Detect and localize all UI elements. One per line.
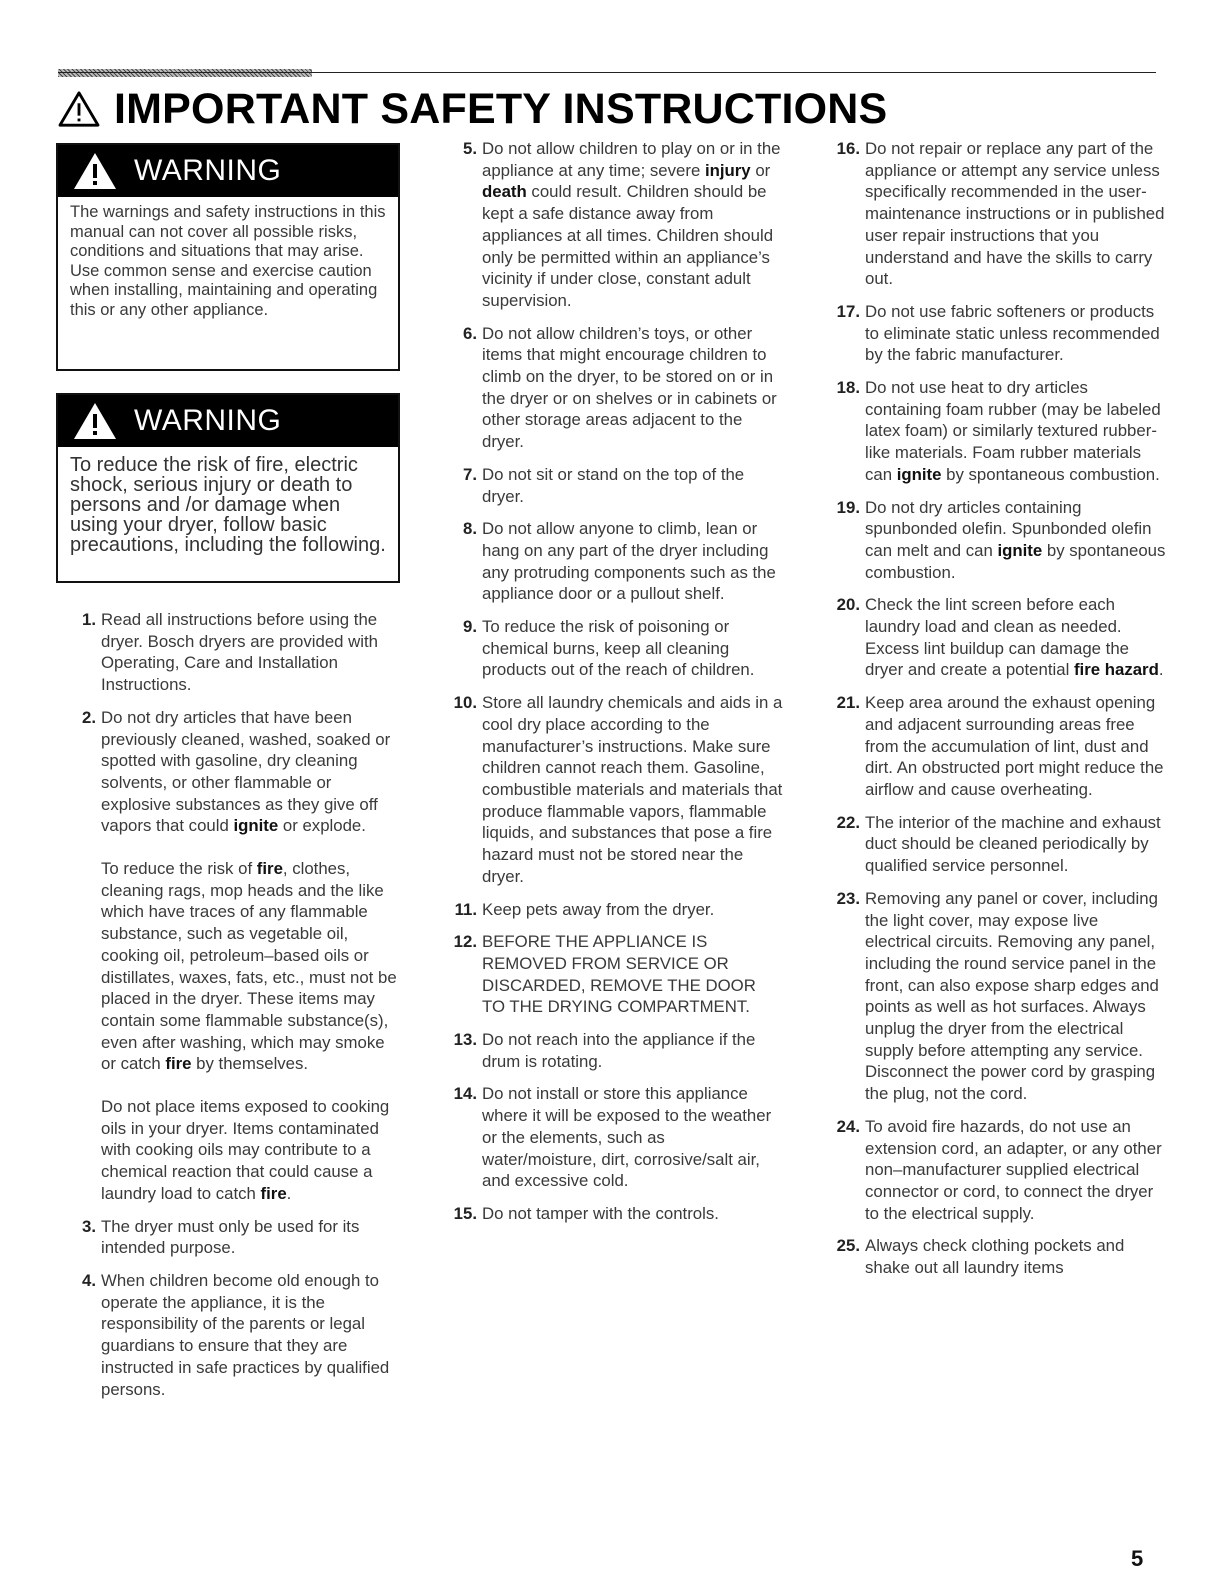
text-run: Do not use fabric softeners or products to eliminate static unless recommended by the fabric manufacturer. — [865, 301, 1160, 365]
emphasis-text: fire hazard — [1073, 660, 1159, 680]
instruction-number: 7. — [463, 464, 477, 484]
text-run: Do not dry articles containing spunbonded olefin. Spunbonded olefin can melt and can — [865, 497, 1152, 560]
header-rule — [58, 72, 1156, 73]
warning-text: The warnings and safety instructions in this manual can not cover all possible risks, conditions and situations that may arise. Use common sense and exercise caution when installing, maintaining and operating this or any other appliance. — [70, 203, 386, 319]
instruction-item — [826, 692, 1166, 801]
instruction-paragraph — [865, 301, 1166, 366]
text-run: Do not reach into the appliance if the drum is rotating. — [482, 1030, 756, 1071]
text-run: , clothes, cleaning rags, mop heads and the like which have traces of any flammable substance, such as vegetable oil, cooking oil, petroleum–based oils or distillates, waxes, fats, etc., must not be placed in the dryer. These items may contain some flammable substance(s), even after washing, which may smoke or catch — [101, 859, 397, 1074]
instruction-paragraph — [482, 1029, 783, 1072]
instruction-paragraph — [101, 1216, 398, 1259]
page-number: 5 — [1131, 1546, 1144, 1571]
instruction-item — [826, 377, 1166, 486]
page-title — [58, 84, 887, 134]
text-run: . — [286, 1183, 292, 1203]
instruction-item — [443, 1029, 783, 1072]
text-run: Do not allow anyone to climb, lean or hang on any part of the dryer including any protruding components such as the appliance door or a pullout shelf. — [482, 519, 776, 604]
instruction-number: 22. — [836, 812, 860, 832]
instruction-paragraph — [101, 707, 398, 837]
instruction-text — [482, 692, 783, 887]
instruction-text — [101, 1270, 398, 1400]
instruction-paragraph — [865, 497, 1166, 584]
instruction-paragraph — [865, 812, 1166, 877]
instruction-item — [58, 707, 398, 1205]
instruction-text — [482, 899, 783, 921]
text-run: Do not repair or replace any part of the appliance or attempt any service unless specifically recommended in the user-maintenance instructions or in published user repair instructions that you understand and have the skills to carry out. — [865, 139, 1165, 289]
instruction-number: 9. — [463, 617, 477, 637]
instruction-number: 13. — [453, 1030, 477, 1050]
instruction-paragraph — [865, 138, 1166, 290]
instruction-item — [58, 1216, 398, 1259]
instruction-paragraph — [482, 1083, 783, 1192]
instruction-item — [826, 594, 1166, 681]
warning-label: WARNING — [134, 404, 282, 437]
instruction-number: 14. — [453, 1084, 477, 1104]
emphasis-text: fire — [165, 1054, 192, 1074]
instruction-item — [826, 497, 1166, 584]
instruction-text — [865, 1116, 1166, 1225]
instruction-paragraph — [865, 1116, 1166, 1225]
text-run: by themselves. — [191, 1054, 309, 1074]
instruction-number: 11. — [454, 899, 477, 919]
instruction-item — [826, 1116, 1166, 1225]
instruction-item — [443, 616, 783, 681]
instruction-paragraph — [865, 692, 1166, 801]
instruction-item — [826, 812, 1166, 877]
instruction-text — [101, 707, 398, 1205]
emphasis-text: injury — [704, 160, 751, 180]
emphasis-text: death — [482, 182, 527, 202]
instructions-column-3 — [826, 138, 1166, 1290]
instruction-text — [101, 609, 398, 696]
instruction-paragraph — [865, 377, 1166, 486]
text-run: Check the lint screen before each laundry load and clean as needed. Excess lint buildup can damage the dryer and create a potential — [865, 595, 1130, 680]
instruction-paragraph — [482, 138, 783, 312]
instruction-item — [443, 1083, 783, 1192]
instruction-item — [826, 888, 1166, 1105]
warning-header — [58, 145, 398, 197]
instruction-number: 15. — [453, 1203, 477, 1223]
instruction-number: 17. — [836, 301, 860, 321]
emphasis-text: ignite — [997, 540, 1043, 560]
instruction-text — [865, 497, 1166, 584]
text-run: Do not allow children’s toys, or other items that might encourage children to climb on the dryer, to be stored on or in the dryer or on shelves or in cabinets or other storage areas adjacent to the dryer. — [482, 323, 777, 452]
text-run: Do not sit or stand on the top of the dryer. — [482, 464, 745, 506]
warning-triangle-icon — [72, 151, 118, 191]
text-run: When children become old enough to operate the appliance, it is the responsibility of the parents or legal guardians to ensure that they are instructed in safe practices by qualified persons. — [101, 1270, 390, 1399]
instruction-text — [482, 1083, 783, 1192]
text-run: Read all instructions before using the dryer. Bosch dryers are provided with Operating, Care and Installation Instructions. — [101, 610, 379, 695]
instruction-paragraph — [865, 1235, 1166, 1278]
header-hatch-bar — [58, 69, 312, 77]
warning-triangle-icon — [72, 401, 118, 441]
instruction-item — [443, 899, 783, 921]
warning-text: To reduce the risk of fire, electric shock, serious injury or death to persons and /or damage when using your dryer, follow basic precautions, including the following. — [70, 454, 386, 556]
instruction-number: 3. — [82, 1216, 96, 1236]
emphasis-text: ignite — [896, 464, 942, 484]
emphasis-text: fire — [256, 859, 283, 879]
text-run: Do not dry articles that have been previously cleaned, washed, soaked or spotted with gasoline, dry cleaning solvents, or other flammable or explosive substances as they give off vapors that could — [101, 707, 391, 836]
text-run: Always check clothing pockets and shake out all laundry items — [865, 1236, 1125, 1278]
text-run: Do not allow children to play on or in the appliance at any time; severe — [482, 139, 781, 180]
text-run: Do not use heat to dry articles containing foam rubber (may be labeled latex foam) or similarly textured rubber-like materials. Foam rubber materials can — [865, 378, 1161, 484]
instruction-text — [482, 616, 783, 681]
warning-label: WARNING — [134, 154, 282, 187]
text-run: BEFORE THE APPLIANCE IS REMOVED FROM SERVICE OR DISCARDED, REMOVE THE DOOR TO THE DRYING COMPARTMENT. — [482, 932, 756, 1017]
instructions-column-1 — [58, 609, 398, 1411]
instruction-paragraph — [482, 464, 783, 507]
instruction-paragraph — [482, 1203, 783, 1225]
text-run: . — [1158, 660, 1164, 680]
instructions-column-2 — [443, 138, 783, 1236]
text-run: Do not tamper with the controls. — [482, 1203, 719, 1223]
text-run: Keep area around the exhaust opening and adjacent surrounding areas free from the accumulation of lint, dust and dirt. An obstructed port might reduce the airflow and cause overheating. — [865, 693, 1164, 799]
text-run: by spontaneous combustion. — [941, 464, 1160, 484]
instruction-item — [443, 464, 783, 507]
text-run: Do not place items exposed to cooking oils in your dryer. Items contaminated with cooking oils may contribute to a chemical reaction that could cause a laundry load to catch — [101, 1097, 390, 1203]
instruction-item — [826, 138, 1166, 290]
instruction-item — [58, 609, 398, 696]
instruction-text — [865, 692, 1166, 801]
instruction-text — [865, 138, 1166, 290]
instruction-text — [865, 377, 1166, 486]
text-run: or — [750, 160, 771, 180]
instruction-paragraph — [865, 888, 1166, 1105]
instruction-text — [482, 518, 783, 605]
instruction-number: 4. — [82, 1270, 96, 1290]
instruction-number: 5. — [463, 139, 477, 158]
text-run: Keep pets away from the dryer. — [482, 899, 715, 919]
instruction-item — [443, 138, 783, 312]
instruction-number: 18. — [836, 378, 860, 398]
text-run: The dryer must only be used for its intended purpose. — [101, 1216, 360, 1258]
instruction-number: 21. — [836, 693, 860, 713]
warning-box-general — [56, 143, 400, 371]
instruction-item — [443, 323, 783, 453]
page-title-text: IMPORTANT SAFETY INSTRUCTIONS — [114, 84, 888, 133]
instruction-text — [482, 323, 783, 453]
instruction-number: 8. — [463, 519, 477, 539]
instruction-text — [865, 594, 1166, 681]
instruction-item — [443, 931, 783, 1018]
instruction-text — [482, 931, 783, 1018]
instruction-item — [443, 692, 783, 887]
instruction-number: 2. — [82, 707, 96, 727]
instruction-paragraph — [482, 518, 783, 605]
instruction-text — [482, 1029, 783, 1072]
instruction-item — [826, 1235, 1166, 1278]
text-run: To reduce the risk of poisoning or chemical burns, keep all cleaning products out of the reach of children. — [482, 617, 755, 680]
text-run: by spontaneous combustion. — [865, 540, 1166, 582]
instruction-paragraph — [101, 858, 398, 1075]
instruction-paragraph — [101, 1270, 398, 1400]
text-run: The interior of the machine and exhaust duct should be cleaned periodically by qualified service personnel. — [865, 812, 1161, 876]
instruction-text — [482, 1203, 783, 1225]
instruction-number: 20. — [836, 595, 860, 615]
text-run: or explode. — [278, 816, 366, 836]
instruction-number: 12. — [453, 932, 477, 952]
instruction-item — [443, 1203, 783, 1225]
instruction-paragraph — [482, 899, 783, 921]
instruction-number: 6. — [463, 323, 477, 343]
instruction-number: 23. — [836, 888, 860, 908]
instruction-item — [58, 1270, 398, 1400]
instruction-text — [865, 1235, 1166, 1278]
instruction-text — [101, 1216, 398, 1259]
instruction-number: 1. — [82, 610, 96, 629]
instruction-text — [482, 138, 783, 312]
instruction-item — [826, 301, 1166, 366]
instruction-number: 19. — [836, 497, 860, 517]
text-run: Do not install or store this appliance where it will be exposed to the weather or the elements, such as water/moisture, dirt, corrosive/salt air, and excessive cold. — [482, 1084, 772, 1191]
instruction-text — [865, 888, 1166, 1105]
instruction-text — [865, 301, 1166, 366]
instruction-paragraph — [101, 1096, 398, 1205]
instruction-number: 25. — [836, 1236, 860, 1256]
instruction-item — [443, 518, 783, 605]
instruction-number: 24. — [836, 1116, 860, 1136]
text-run: To reduce the risk of — [101, 859, 257, 879]
instruction-paragraph — [482, 323, 783, 453]
instruction-paragraph — [482, 692, 783, 887]
instruction-paragraph — [101, 609, 398, 696]
text-run: Removing any panel or cover, including the light cover, may expose live electrical circuits. Removing any panel, including the round service panel in the front, can also expose sharp edges and points as well as hot surfaces. Always unplug the dryer from the electrical supply before attempting any service. Disconnect the power cord by grasping the plug, not the cord. — [865, 888, 1159, 1104]
instruction-text — [865, 812, 1166, 877]
emphasis-text: fire — [260, 1183, 287, 1203]
instruction-paragraph — [482, 931, 783, 1018]
instruction-paragraph — [865, 594, 1166, 681]
instruction-number: 16. — [836, 139, 860, 158]
text-run: To avoid fire hazards, do not use an extension cord, an adapter, or any other non–manufacturer supplied electrical connector or cord, to connect the dryer to the electrical supply. — [865, 1116, 1162, 1223]
warning-box-precautions — [56, 393, 400, 583]
emphasis-text: ignite — [233, 816, 279, 836]
instruction-text — [482, 464, 783, 507]
instruction-paragraph — [482, 616, 783, 681]
text-run: could result. Children should be kept a safe distance away from appliances at all times. Children should only be permitted within an appliance’s vicinity if under close, constant adult supervision. — [482, 182, 774, 310]
warning-outline-icon — [58, 90, 100, 128]
instruction-number: 10. — [453, 693, 477, 713]
text-run: Store all laundry chemicals and aids in a cool dry place according to the manufacturer’s instructions. Make sure children cannot reach them. Gasoline, combustible materials and materials that produce flammable vapors, flammable liquids, and substances that pose a fire hazard must not be stored near the dryer. — [482, 693, 783, 886]
warning-header — [58, 395, 398, 447]
